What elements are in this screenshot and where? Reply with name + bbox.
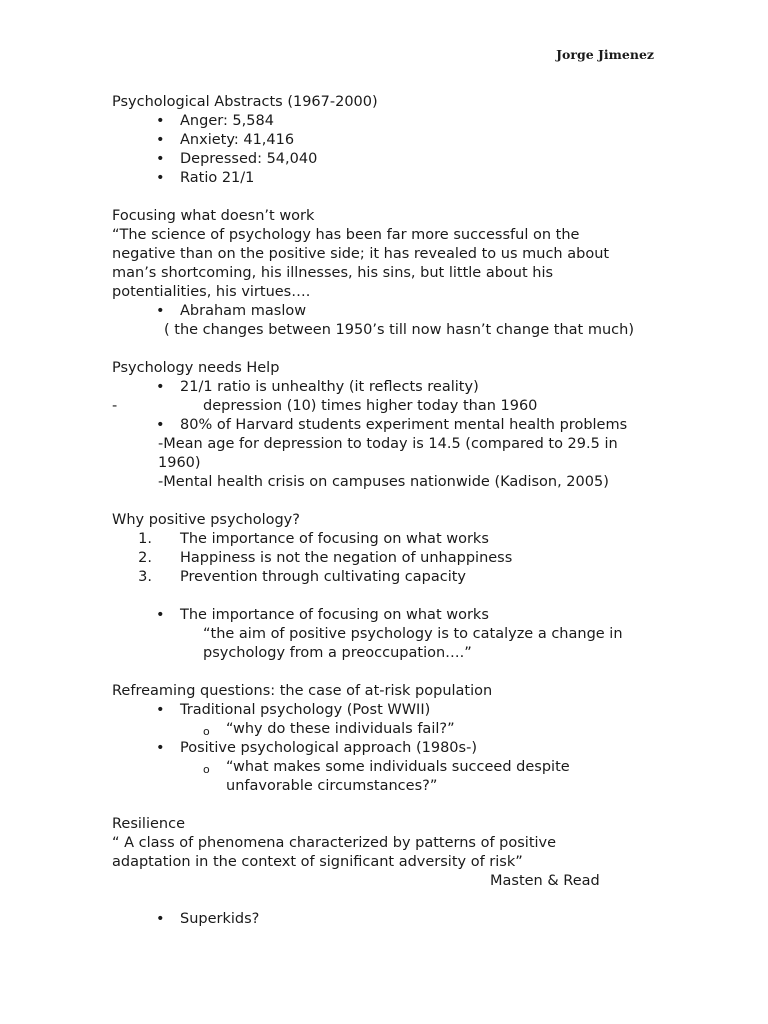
numbered-item: 2. Happiness is not the negation of unhappiness: [138, 550, 513, 566]
why-positive-heading: Why positive psychology?: [112, 512, 300, 528]
quote-line: “ A class of phenomena characterized by patterns of positive: [112, 835, 557, 851]
author-name: Jorge Jimenez: [556, 47, 654, 62]
abstracts-heading: Psychological Abstracts (1967-2000): [112, 94, 378, 110]
quote-line: psychology from a preoccupation….”: [203, 645, 472, 661]
reframing-heading: Refreaming questions: the case of at-risk population: [112, 683, 493, 699]
list-item: • Positive psychological approach (1980s-): [156, 740, 477, 756]
text-line: -Mean age for depression to today is 14.5 (compared to 29.5 in: [158, 436, 618, 452]
list-item: • The importance of focusing on what works: [156, 607, 489, 623]
note-line: ( the changes between 1950’s till now hasn’t change that much): [164, 322, 634, 338]
list-item: • 80% of Harvard students experiment mental health problems: [156, 417, 628, 433]
focusing-heading: Focusing what doesn’t work: [112, 208, 315, 224]
list-item: • Traditional psychology (Post WWII): [156, 702, 431, 718]
list-item: • Ratio 21/1: [156, 170, 255, 186]
list-item: • Anger: 5,584: [156, 113, 274, 129]
sub-list-item: o “why do these individuals fail?”: [203, 721, 455, 738]
sub-list-item: o “what makes some individuals succeed despite: [203, 759, 570, 776]
resilience-heading: Resilience: [112, 816, 185, 832]
numbered-item: 1. The importance of focusing on what works: [138, 531, 489, 547]
text-line: -Mental health crisis on campuses nationwide (Kadison, 2005): [158, 474, 609, 490]
quote-line: negative than on the positive side; it has revealed to us much about: [112, 246, 610, 262]
quote-line: “the aim of positive psychology is to catalyze a change in: [203, 626, 623, 642]
list-item: • Abraham maslow: [156, 303, 307, 319]
list-item: • Depressed: 54,040: [156, 151, 318, 167]
list-item: • Superkids?: [156, 911, 260, 927]
list-item: • Anxiety: 41,416: [156, 132, 295, 148]
list-item: - depression (10) times higher today than 1960: [112, 398, 538, 414]
text-line: 1960): [158, 455, 201, 471]
list-item: • 21/1 ratio is unhealthy (it reflects reality): [156, 379, 479, 395]
needs-help-heading: Psychology needs Help: [112, 360, 280, 376]
quote-line: man’s shortcoming, his illnesses, his sins, but little about his: [112, 265, 554, 281]
document-body: [112, 93, 672, 929]
numbered-item: 3. Prevention through cultivating capacity: [138, 569, 467, 585]
sub-list-item-continued: unfavorable circumstances?”: [226, 778, 438, 794]
quote-line: adaptation in the context of significant adversity of risk”: [112, 854, 523, 870]
quote-line: “The science of psychology has been far more successful on the: [112, 227, 580, 243]
quote-source: Masten & Read: [490, 873, 600, 889]
quote-line: potentialities, his virtues….: [112, 284, 311, 300]
